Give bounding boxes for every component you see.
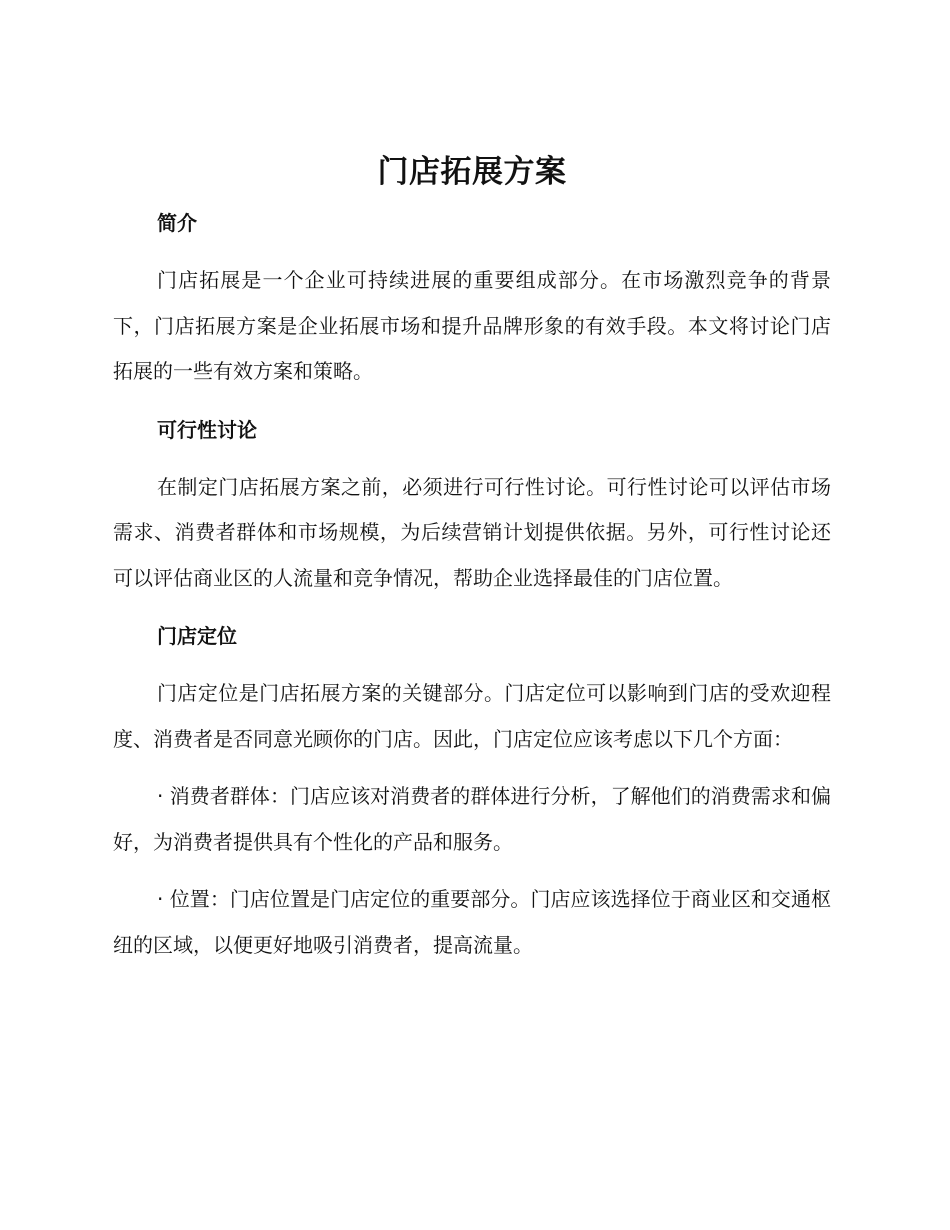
- document-title: 门店拓展方案: [377, 154, 567, 190]
- bullet-consumer-group: · 消费者群体：门店应该对消费者的群体进行分析，了解他们的消费需求和偏好，为消费者提供具有个性化的产品和服务。: [113, 784, 831, 854]
- section-heading-positioning: 门店定位: [157, 624, 237, 648]
- document-body: [113, 150, 831, 968]
- section-heading-feasibility: 可行性讨论: [157, 417, 257, 442]
- intro-paragraph: 门店拓展是一个企业可持续进展的重要组成部分。在市场激烈竞争的背景下，门店拓展方案是企业拓展市场和提升品牌形象的有效手段。本文将讨论门店拓展的一些有效方案和策略。: [113, 268, 831, 383]
- feasibility-paragraph: 在制定门店拓展方案之前，必须进行可行性讨论。可行性讨论可以评估市场需求、消费者群体和市场规模，为后续营销计划提供依据。另外，可行性讨论还可以评估商业区的人流量和竞争情况，帮助企业选择最佳的门店位置。: [113, 474, 831, 590]
- section-heading-intro: 简介: [157, 211, 197, 235]
- positioning-paragraph: 门店定位是门店拓展方案的关键部分。门店定位可以影响到门店的受欢迎程度、消费者是否同意光顾你的门店。因此，门店定位应该考虑以下几个方面：: [113, 681, 831, 751]
- bullet-location: · 位置：门店位置是门店定位的重要部分。门店应该选择位于商业区和交通枢纽的区域，以便更好地吸引消费者，提高流量。: [113, 887, 831, 957]
